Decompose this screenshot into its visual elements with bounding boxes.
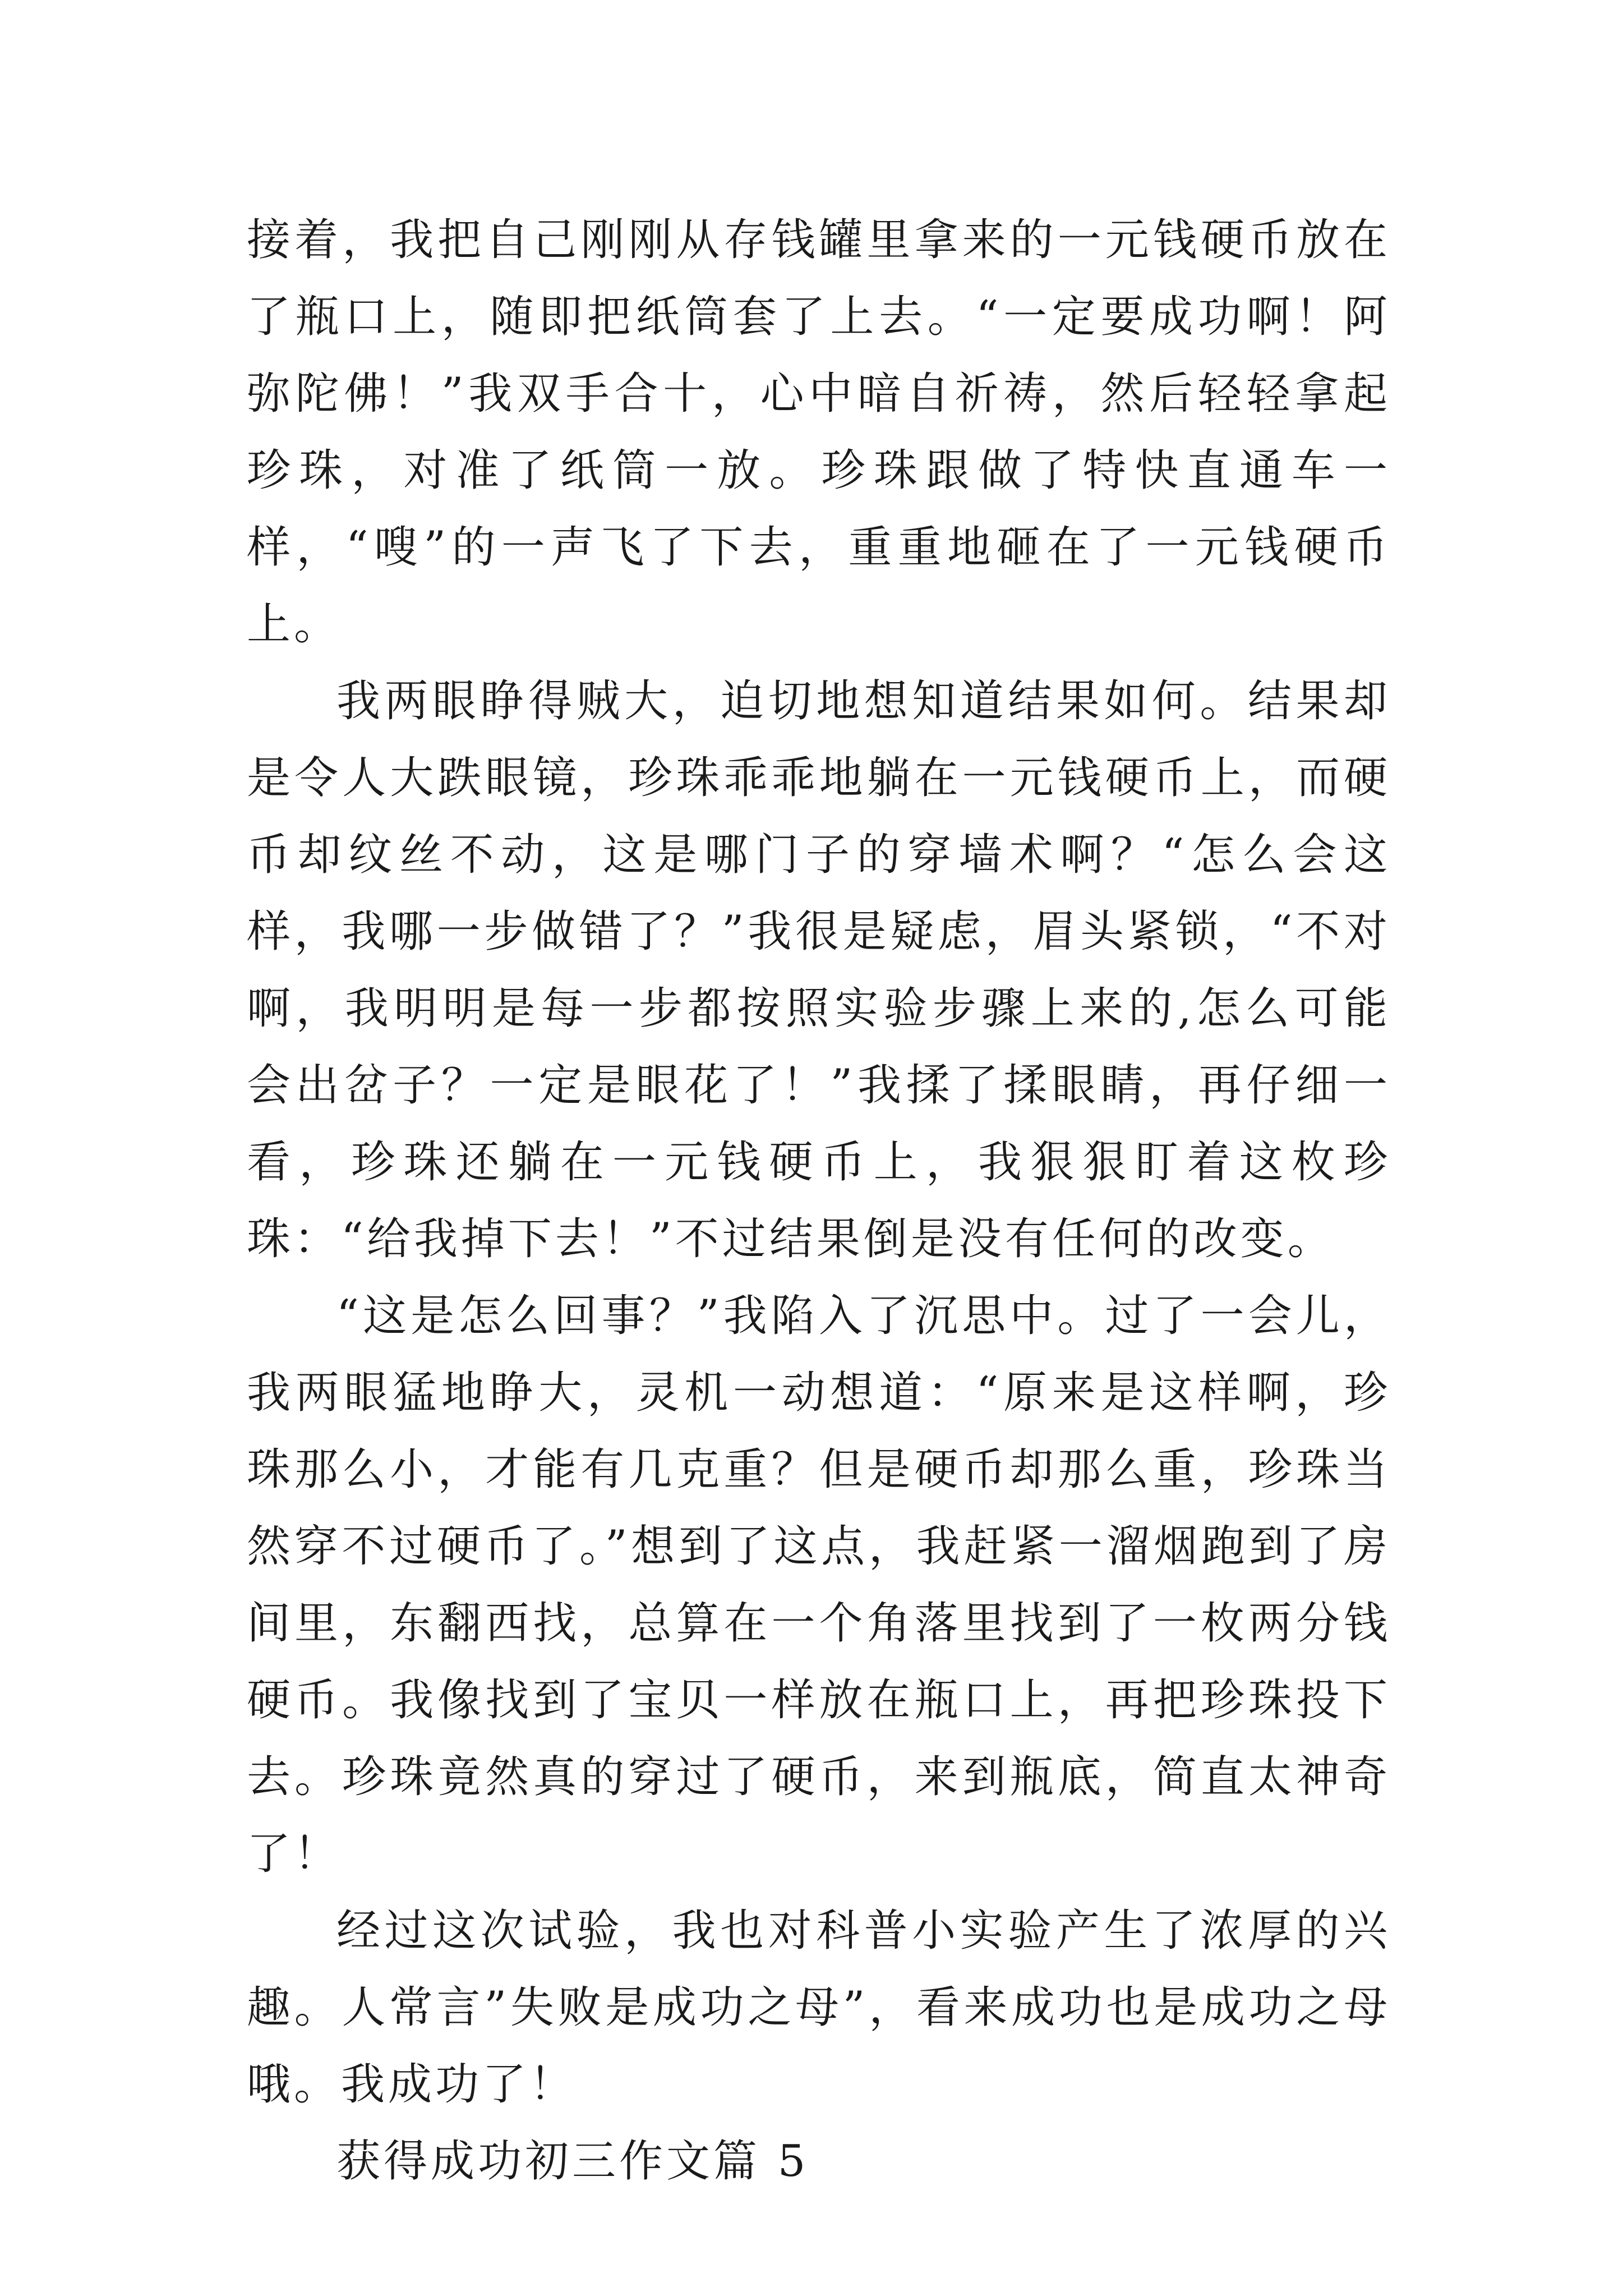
paragraph-3: “这是怎么回事？”我陷入了沉思中。过了一会儿，我两眼猛地睁大，灵机一动想道：“原来是这样啊，珍珠那么小，才能有几克重？但是硬币却那么重，珍珠当然穿不过硬币了。”想到了这点，我赶紧一溜烟跑到了房间里，东翻西找，总算在一个角落里找到了一枚两分钱硬币。我像找到了宝贝一样放在瓶口上，再把珍珠投下去。珍珠竟然真的穿过了硬币，来到瓶底，简直太神奇了！ xyxy=(247,1291,1391,1879)
document-body xyxy=(247,202,1391,2200)
paragraph-2: 我两眼睁得贼大，迫切地想知道结果如何。结果却是令人大跌眼镜，珍珠乖乖地躺在一元钱硬币上，而硬币却纹丝不动，这是哪门子的穿墙术啊？“怎么会这样，我哪一步做错了？”我很是疑虑，眉头紧锁，“不对啊，我明明是每一步都按照实验步骤上来的,怎么可能会出岔子？一定是眼花了！”我揉了揉眼睛，再仔细一看，珍珠还躺在一元钱硬币上，我狠狠盯着这枚珍珠：“给我掉下去！”不过结果倒是没有任何的改变。 xyxy=(247,676,1391,1264)
section-heading: 获得成功初三作文篇 5 xyxy=(336,2136,809,2187)
paragraph-4: 经过这次试验，我也对科普小实验产生了浓厚的兴趣。人常言”失败是成功之母”，看来成功也是成功之母哦。我成功了！ xyxy=(247,1906,1391,2110)
paragraph-1: 接着，我把自己刚刚从存钱罐里拿来的一元钱硬币放在了瓶口上，随即把纸筒套了上去。“一定要成功啊！阿弥陀佛！”我双手合十，心中暗自祈祷，然后轻轻拿起珍珠，对准了纸筒一放。珍珠跟做了特快直通车一样，“嗖”的一声飞了下去，重重地砸在了一元钱硬币上。 xyxy=(247,215,1391,650)
